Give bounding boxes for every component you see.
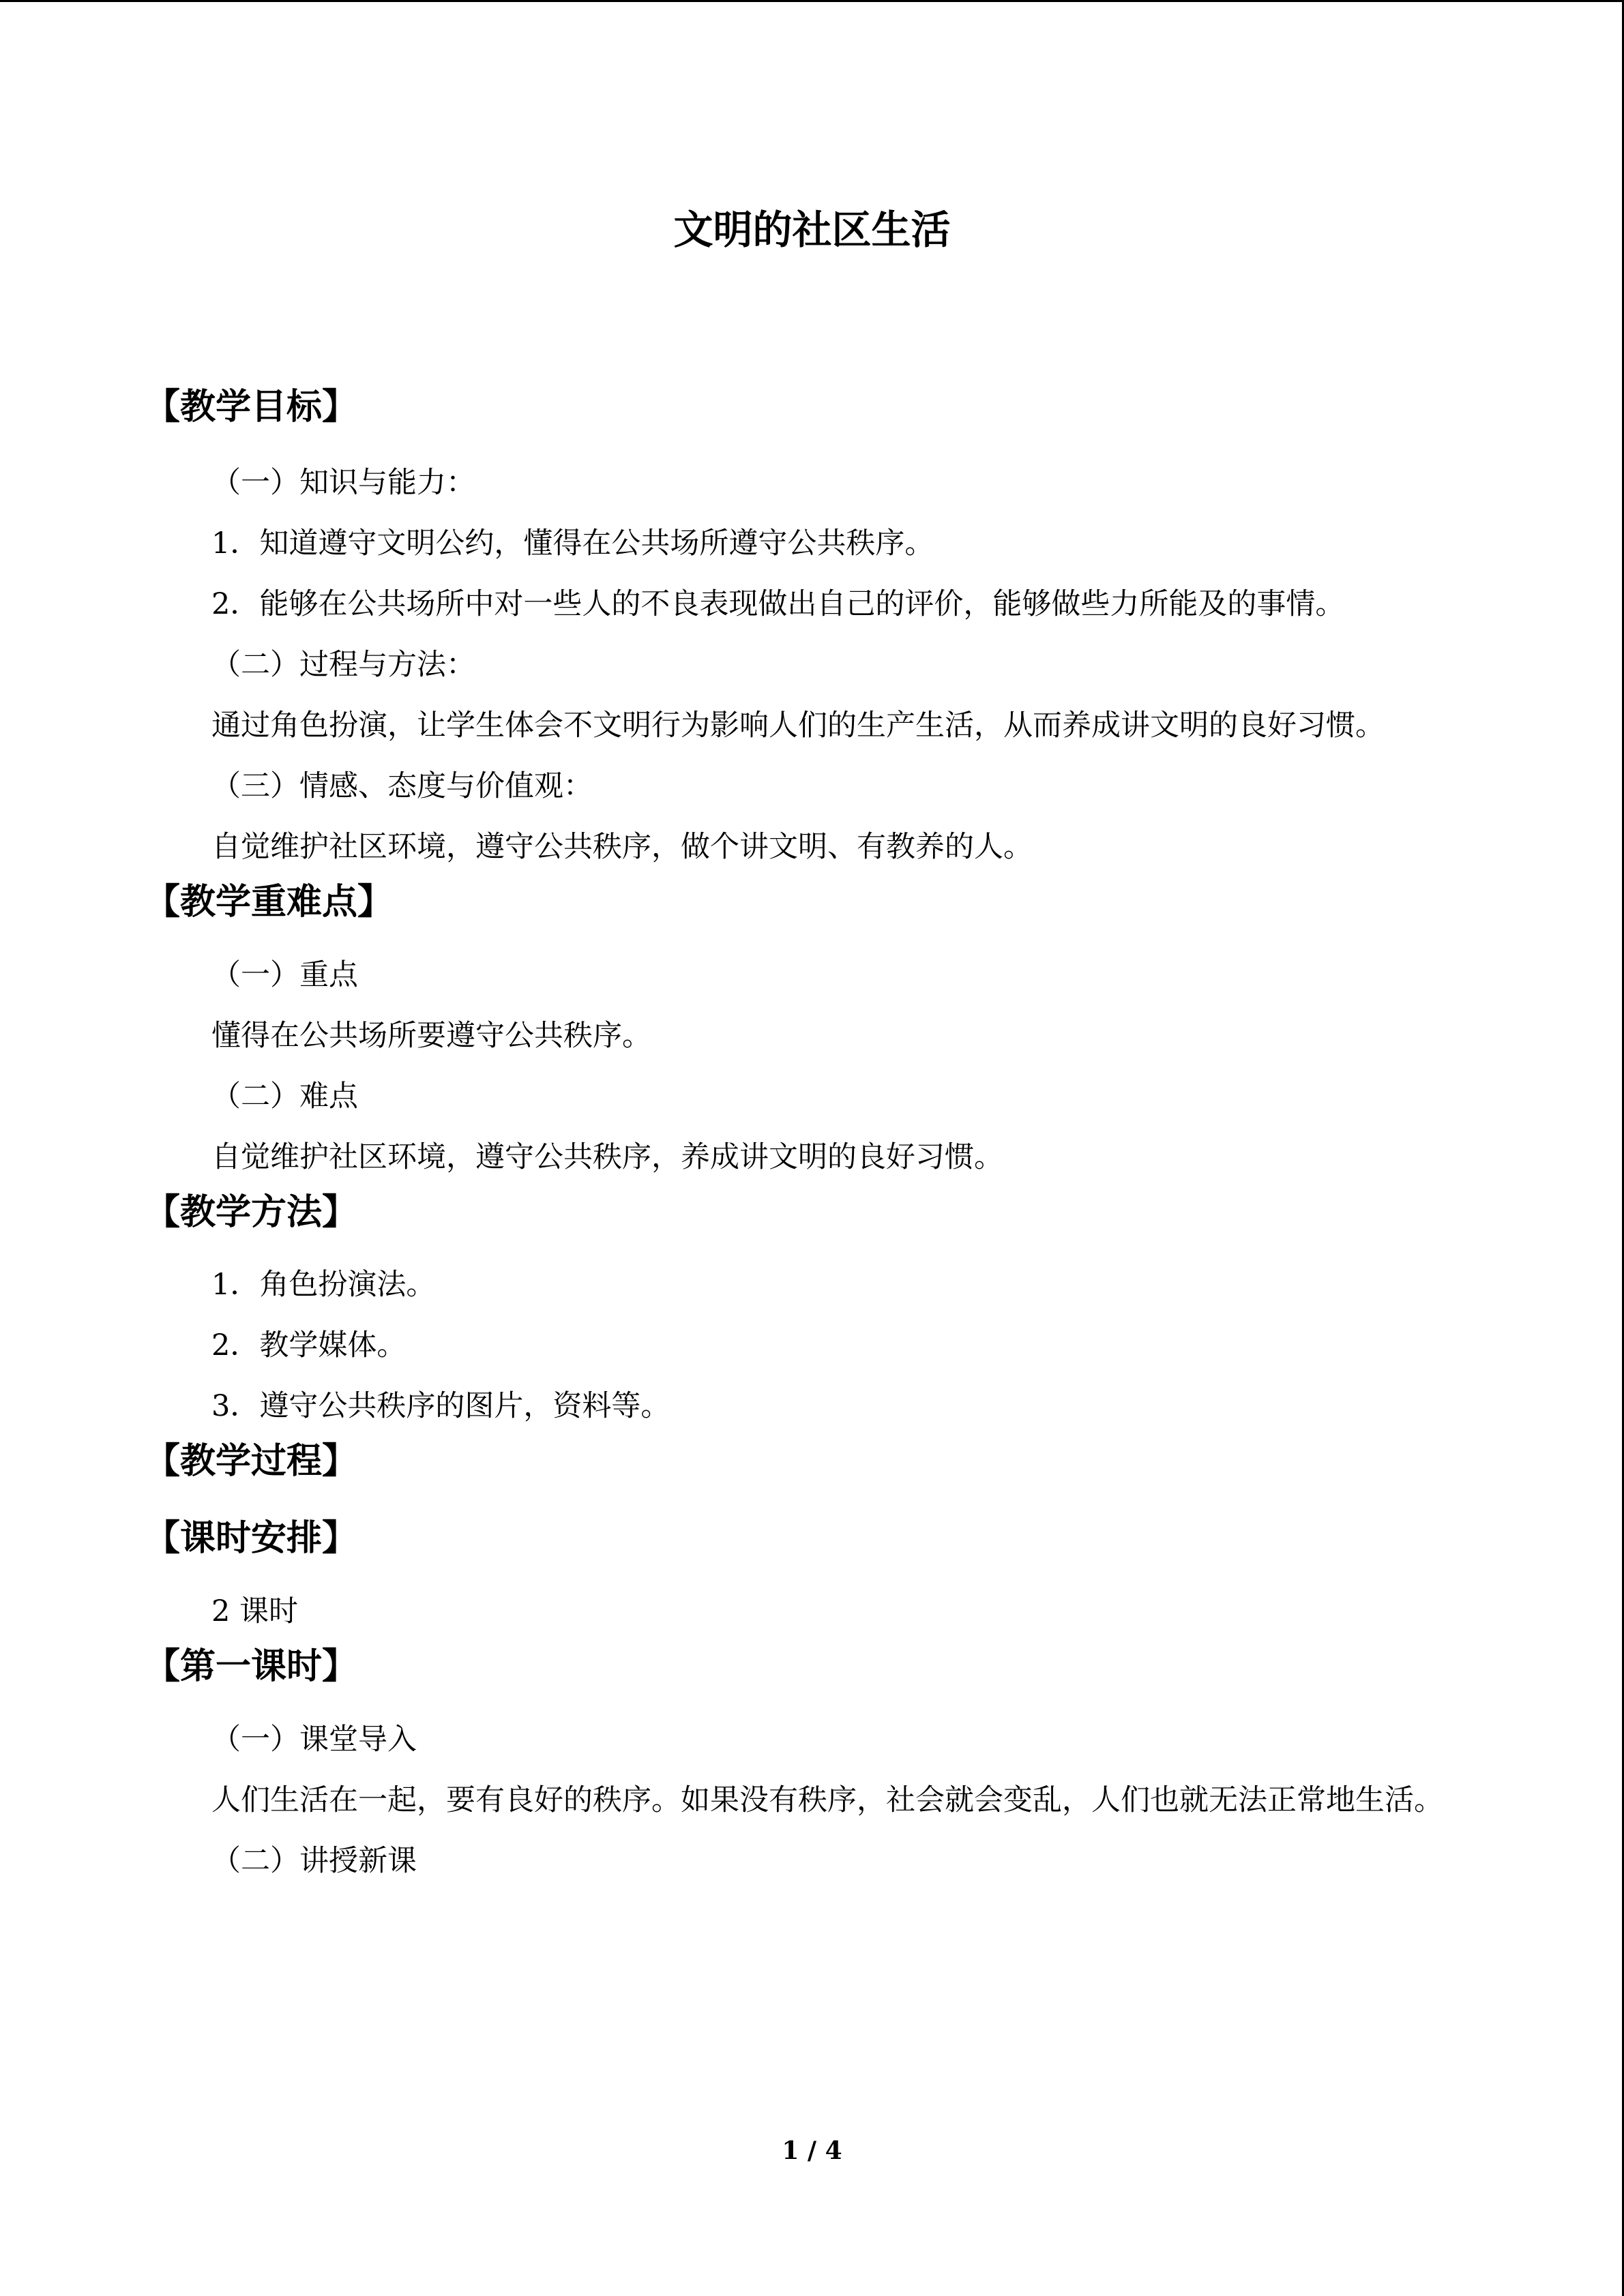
- schedule-paragraph: 2 课时: [211, 1594, 299, 1628]
- subheading-key-point: （一）重点: [211, 957, 358, 992]
- subheading-knowledge-ability: （一）知识与能力：: [211, 465, 475, 500]
- subheading-class-intro: （一）课堂导入: [211, 1722, 417, 1757]
- heading-teaching-goals: 【教学目标】: [145, 386, 358, 428]
- method-item-2: 2．教学媒体。: [211, 1328, 407, 1363]
- page-number: 1 / 4: [782, 2136, 842, 2165]
- key-point-paragraph: 懂得在公共场所要遵守公共秩序。: [211, 1018, 651, 1053]
- heading-lesson-schedule: 【课时安排】: [145, 1517, 358, 1560]
- class-intro-paragraph: 人们生活在一起，要有良好的秩序。如果没有秩序，社会就会变乱，人们也就无法正常地生活。: [211, 1783, 1443, 1817]
- document-body: [145, 383, 1465, 1892]
- goal-item-1: 1．知道遵守文明公约，懂得在公共场所遵守公共秩序。: [211, 526, 934, 561]
- goal-item-2: 2．能够在公共场所中对一些人的不良表现做出自己的评价，能够做些力所能及的事情。: [211, 586, 1345, 621]
- emotion-values-paragraph: 自觉维护社区环境，遵守公共秩序，做个讲文明、有教养的人。: [211, 829, 1033, 864]
- heading-key-difficult-points: 【教学重难点】: [145, 880, 394, 923]
- subheading-new-lesson: （二）讲授新课: [211, 1843, 417, 1878]
- document-title: 文明的社区生活: [673, 207, 951, 253]
- heading-teaching-process: 【教学过程】: [145, 1440, 358, 1482]
- subheading-difficult-point: （二）难点: [211, 1079, 358, 1114]
- difficult-point-paragraph: 自觉维护社区环境，遵守公共秩序，养成讲文明的良好习惯。: [211, 1139, 1003, 1174]
- method-item-3: 3．遵守公共秩序的图片，资料等。: [211, 1389, 670, 1424]
- heading-first-lesson: 【第一课时】: [145, 1645, 358, 1687]
- subheading-process-method: （二）过程与方法：: [211, 647, 475, 682]
- subheading-emotion-values: （三）情感、态度与价值观：: [211, 769, 593, 803]
- method-item-1: 1．角色扮演法。: [211, 1268, 436, 1302]
- process-method-paragraph: 通过角色扮演，让学生体会不文明行为影响人们的生产生活，从而养成讲文明的良好习惯。: [211, 708, 1385, 743]
- heading-teaching-methods: 【教学方法】: [145, 1191, 358, 1233]
